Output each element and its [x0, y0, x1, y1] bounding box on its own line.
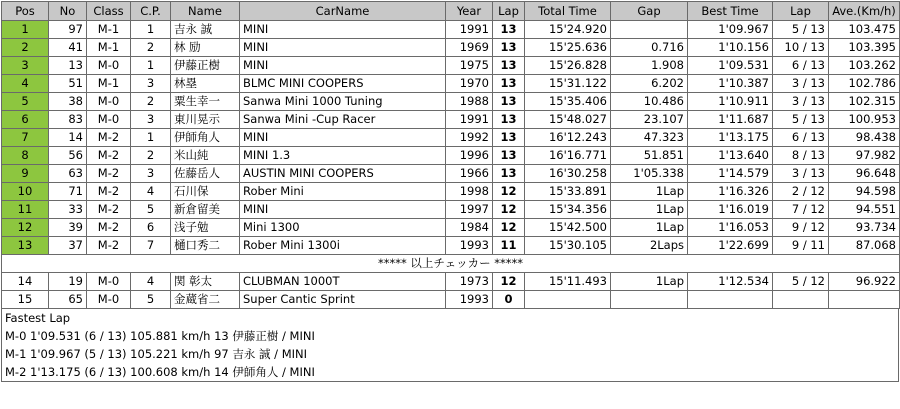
checker-section	[2, 255, 900, 273]
cell-gap	[611, 21, 688, 39]
cell-average: 103.395	[829, 39, 900, 57]
cell-gap: 1Lap	[611, 183, 688, 201]
cell-best-lap: 8 / 13	[773, 147, 829, 165]
cell-class: M-1	[87, 39, 131, 57]
col-lap: Lap	[493, 2, 525, 21]
cell-no: 51	[49, 75, 87, 93]
col-best-lap: Lap	[773, 2, 829, 21]
checker-row	[2, 255, 900, 273]
cell-best-lap: 6 / 13	[773, 129, 829, 147]
cell-cp: 4	[131, 273, 171, 291]
cell-best-lap: 7 / 12	[773, 201, 829, 219]
cell-class: M-2	[87, 165, 131, 183]
cell-carname: AUSTIN MINI COOPERS	[240, 165, 446, 183]
cell-pos: 12	[2, 219, 49, 237]
cell-total-time: 15'24.920	[525, 21, 611, 39]
cell-pos: 11	[2, 201, 49, 219]
cell-best-lap: 5 / 12	[773, 273, 829, 291]
unclassified-rows	[2, 273, 900, 309]
cell-best-lap: 2 / 12	[773, 183, 829, 201]
cell-best-time: 1'09.967	[688, 21, 773, 39]
cell-average: 103.262	[829, 57, 900, 75]
checker-note: ***** 以上チェッカー *****	[2, 255, 900, 273]
cell-best-lap: 5 / 13	[773, 21, 829, 39]
cell-total-time: 15'25.636	[525, 39, 611, 57]
cell-pos: 5	[2, 93, 49, 111]
cell-best-time: 1'12.534	[688, 273, 773, 291]
cell-pos: 1	[2, 21, 49, 39]
cell-lap: 12	[493, 183, 525, 201]
cell-no: 19	[49, 273, 87, 291]
cell-pos: 6	[2, 111, 49, 129]
cell-lap: 12	[493, 201, 525, 219]
cell-year: 1973	[446, 273, 493, 291]
cell-best-lap	[773, 291, 829, 309]
cell-class: M-1	[87, 75, 131, 93]
header-row	[2, 2, 900, 21]
cell-class: M-2	[87, 201, 131, 219]
cell-gap: 6.202	[611, 75, 688, 93]
cell-gap: 1Lap	[611, 201, 688, 219]
col-pos: Pos	[2, 2, 49, 21]
cell-best-time: 1'13.175	[688, 129, 773, 147]
cell-total-time: 15'42.500	[525, 219, 611, 237]
cell-no: 37	[49, 237, 87, 255]
cell-cp: 7	[131, 237, 171, 255]
cell-no: 56	[49, 147, 87, 165]
cell-class: M-0	[87, 111, 131, 129]
cell-carname: Sanwa Mini 1000 Tuning	[240, 93, 446, 111]
table-row	[2, 75, 900, 93]
col-cp: C.P.	[131, 2, 171, 21]
cell-best-time: 1'10.911	[688, 93, 773, 111]
cell-year: 1988	[446, 93, 493, 111]
cell-class: M-0	[87, 57, 131, 75]
cell-gap: 1.908	[611, 57, 688, 75]
cell-lap: 13	[493, 129, 525, 147]
cell-average: 102.315	[829, 93, 900, 111]
table-row	[2, 111, 900, 129]
cell-gap	[611, 291, 688, 309]
cell-total-time: 16'12.243	[525, 129, 611, 147]
cell-no: 65	[49, 291, 87, 309]
table-row	[2, 147, 900, 165]
table-row	[2, 237, 900, 255]
cell-class: M-2	[87, 219, 131, 237]
results-table	[1, 1, 900, 309]
cell-year: 1992	[446, 129, 493, 147]
cell-name: 石川保	[171, 183, 240, 201]
cell-cp: 1	[131, 21, 171, 39]
col-no: No	[49, 2, 87, 21]
cell-pos: 14	[2, 273, 49, 291]
cell-total-time: 15'31.122	[525, 75, 611, 93]
table-row	[2, 93, 900, 111]
cell-total-time: 15'35.406	[525, 93, 611, 111]
cell-carname: MINI	[240, 21, 446, 39]
cell-name: 浅子勉	[171, 219, 240, 237]
cell-total-time: 16'16.771	[525, 147, 611, 165]
cell-average: 103.475	[829, 21, 900, 39]
cell-cp: 2	[131, 147, 171, 165]
cell-year: 1991	[446, 21, 493, 39]
cell-pos: 8	[2, 147, 49, 165]
cell-name: 林 励	[171, 39, 240, 57]
cell-carname: CLUBMAN 1000T	[240, 273, 446, 291]
cell-name: 新倉留美	[171, 201, 240, 219]
cell-class: M-2	[87, 183, 131, 201]
cell-name: 林塁	[171, 75, 240, 93]
cell-gap: 2Laps	[611, 237, 688, 255]
cell-name: 粟生幸一	[171, 93, 240, 111]
cell-pos: 13	[2, 237, 49, 255]
cell-lap: 13	[493, 57, 525, 75]
cell-lap: 13	[493, 165, 525, 183]
cell-class: M-2	[87, 147, 131, 165]
cell-no: 41	[49, 39, 87, 57]
cell-no: 33	[49, 201, 87, 219]
cell-no: 39	[49, 219, 87, 237]
col-average: Ave.(Km/h)	[829, 2, 900, 21]
col-carname: CarName	[240, 2, 446, 21]
cell-year: 1996	[446, 147, 493, 165]
cell-cp: 3	[131, 111, 171, 129]
table-row	[2, 165, 900, 183]
cell-no: 13	[49, 57, 87, 75]
cell-no: 83	[49, 111, 87, 129]
cell-year: 1993	[446, 291, 493, 309]
cell-total-time: 15'34.356	[525, 201, 611, 219]
cell-total-time: 16'30.258	[525, 165, 611, 183]
cell-gap: 47.323	[611, 129, 688, 147]
cell-average: 102.786	[829, 75, 900, 93]
cell-best-time: 1'09.531	[688, 57, 773, 75]
cell-total-time: 15'33.891	[525, 183, 611, 201]
cell-cp: 5	[131, 291, 171, 309]
cell-best-time: 1'10.156	[688, 39, 773, 57]
col-gap: Gap	[611, 2, 688, 21]
cell-name: 関 彰太	[171, 273, 240, 291]
cell-carname: MINI	[240, 39, 446, 57]
table-row	[2, 183, 900, 201]
cell-cp: 2	[131, 39, 171, 57]
cell-lap: 11	[493, 237, 525, 255]
cell-gap: 23.107	[611, 111, 688, 129]
cell-gap: 10.486	[611, 93, 688, 111]
cell-year: 1991	[446, 111, 493, 129]
cell-best-lap: 3 / 13	[773, 93, 829, 111]
cell-cp: 5	[131, 201, 171, 219]
cell-lap: 12	[493, 219, 525, 237]
cell-carname: Mini 1300	[240, 219, 446, 237]
cell-total-time: 15'26.828	[525, 57, 611, 75]
cell-gap: 1'05.338	[611, 165, 688, 183]
cell-average: 96.922	[829, 273, 900, 291]
cell-carname: Super Cantic Sprint	[240, 291, 446, 309]
col-name: Name	[171, 2, 240, 21]
cell-total-time: 15'48.027	[525, 111, 611, 129]
fastest-lap-m0: M-0 1'09.531 (6 / 13) 105.881 km/h 13 伊藤正樹 / MINI	[5, 329, 315, 343]
cell-cp: 1	[131, 57, 171, 75]
cell-best-lap: 9 / 11	[773, 237, 829, 255]
cell-best-time: 1'11.687	[688, 111, 773, 129]
cell-class: M-0	[87, 291, 131, 309]
table-row	[2, 201, 900, 219]
cell-average: 100.953	[829, 111, 900, 129]
col-best-time: Best Time	[688, 2, 773, 21]
cell-lap: 13	[493, 147, 525, 165]
cell-average: 94.551	[829, 201, 900, 219]
cell-year: 1970	[446, 75, 493, 93]
cell-pos: 10	[2, 183, 49, 201]
cell-lap: 13	[493, 39, 525, 57]
fastest-lap-m1: M-1 1'09.967 (5 / 13) 105.221 km/h 97 吉永 誠 / MINI	[5, 347, 308, 361]
cell-best-lap: 9 / 12	[773, 219, 829, 237]
cell-carname: MINI	[240, 57, 446, 75]
cell-best-lap: 5 / 13	[773, 111, 829, 129]
cell-best-time: 1'22.699	[688, 237, 773, 255]
cell-best-time: 1'14.579	[688, 165, 773, 183]
cell-no: 14	[49, 129, 87, 147]
cell-name: 伊藤正樹	[171, 57, 240, 75]
table-row	[2, 39, 900, 57]
cell-year: 1969	[446, 39, 493, 57]
cell-lap: 0	[493, 291, 525, 309]
table-row	[2, 291, 900, 309]
cell-best-time	[688, 291, 773, 309]
cell-name: 樋口秀二	[171, 237, 240, 255]
cell-class: M-2	[87, 129, 131, 147]
cell-average: 93.734	[829, 219, 900, 237]
cell-year: 1984	[446, 219, 493, 237]
cell-average: 97.982	[829, 147, 900, 165]
classified-rows	[2, 21, 900, 255]
cell-cp: 6	[131, 219, 171, 237]
col-year: Year	[446, 2, 493, 21]
cell-total-time: 15'30.105	[525, 237, 611, 255]
cell-pos: 4	[2, 75, 49, 93]
cell-name: 吉永 誠	[171, 21, 240, 39]
table-row	[2, 57, 900, 75]
cell-gap: 0.716	[611, 39, 688, 57]
cell-no: 38	[49, 93, 87, 111]
cell-name: 佐藤岳人	[171, 165, 240, 183]
cell-pos: 2	[2, 39, 49, 57]
cell-gap: 51.851	[611, 147, 688, 165]
cell-pos: 7	[2, 129, 49, 147]
cell-lap: 13	[493, 93, 525, 111]
cell-carname: MINI 1.3	[240, 147, 446, 165]
cell-pos: 15	[2, 291, 49, 309]
cell-gap: 1Lap	[611, 219, 688, 237]
cell-year: 1993	[446, 237, 493, 255]
table-row	[2, 219, 900, 237]
cell-pos: 3	[2, 57, 49, 75]
cell-best-lap: 3 / 13	[773, 75, 829, 93]
cell-carname: BLMC MINI COOPERS	[240, 75, 446, 93]
cell-gap: 1Lap	[611, 273, 688, 291]
cell-cp: 1	[131, 129, 171, 147]
cell-class: M-1	[87, 21, 131, 39]
cell-lap: 13	[493, 21, 525, 39]
cell-carname: MINI	[240, 129, 446, 147]
cell-best-time: 1'16.019	[688, 201, 773, 219]
fastest-lap-section	[1, 309, 899, 382]
cell-carname: MINI	[240, 201, 446, 219]
cell-carname: Rober Mini	[240, 183, 446, 201]
cell-no: 97	[49, 21, 87, 39]
results-sheet	[1, 1, 899, 407]
cell-best-time: 1'16.326	[688, 183, 773, 201]
cell-cp: 4	[131, 183, 171, 201]
cell-lap: 13	[493, 111, 525, 129]
cell-total-time: 15'11.493	[525, 273, 611, 291]
cell-class: M-0	[87, 273, 131, 291]
cell-best-lap: 6 / 13	[773, 57, 829, 75]
table-row	[2, 21, 900, 39]
cell-name: 東川晃示	[171, 111, 240, 129]
cell-average	[829, 291, 900, 309]
cell-average: 98.438	[829, 129, 900, 147]
cell-class: M-2	[87, 237, 131, 255]
cell-no: 71	[49, 183, 87, 201]
fastest-lap-title: Fastest Lap	[5, 311, 71, 325]
cell-name: 米山純	[171, 147, 240, 165]
cell-carname: Sanwa Mini -Cup Racer	[240, 111, 446, 129]
cell-no: 63	[49, 165, 87, 183]
col-class: Class	[87, 2, 131, 21]
cell-best-time: 1'13.640	[688, 147, 773, 165]
cell-cp: 2	[131, 93, 171, 111]
cell-total-time	[525, 291, 611, 309]
cell-name: 金蔵省二	[171, 291, 240, 309]
cell-year: 1966	[446, 165, 493, 183]
cell-name: 伊師角人	[171, 129, 240, 147]
table-row	[2, 129, 900, 147]
cell-best-lap: 10 / 13	[773, 39, 829, 57]
table-row	[2, 273, 900, 291]
cell-cp: 3	[131, 75, 171, 93]
cell-carname: Rober Mini 1300i	[240, 237, 446, 255]
cell-class: M-0	[87, 93, 131, 111]
cell-year: 1997	[446, 201, 493, 219]
cell-best-time: 1'16.053	[688, 219, 773, 237]
cell-pos: 9	[2, 165, 49, 183]
cell-average: 96.648	[829, 165, 900, 183]
col-total-time: Total Time	[525, 2, 611, 21]
cell-average: 87.068	[829, 237, 900, 255]
cell-year: 1975	[446, 57, 493, 75]
cell-lap: 13	[493, 75, 525, 93]
cell-cp: 3	[131, 165, 171, 183]
cell-year: 1998	[446, 183, 493, 201]
cell-best-time: 1'10.387	[688, 75, 773, 93]
cell-average: 94.598	[829, 183, 900, 201]
cell-best-lap: 3 / 13	[773, 165, 829, 183]
fastest-lap-m2: M-2 1'13.175 (6 / 13) 100.608 km/h 14 伊師角人 / MINI	[5, 365, 315, 379]
cell-lap: 12	[493, 273, 525, 291]
